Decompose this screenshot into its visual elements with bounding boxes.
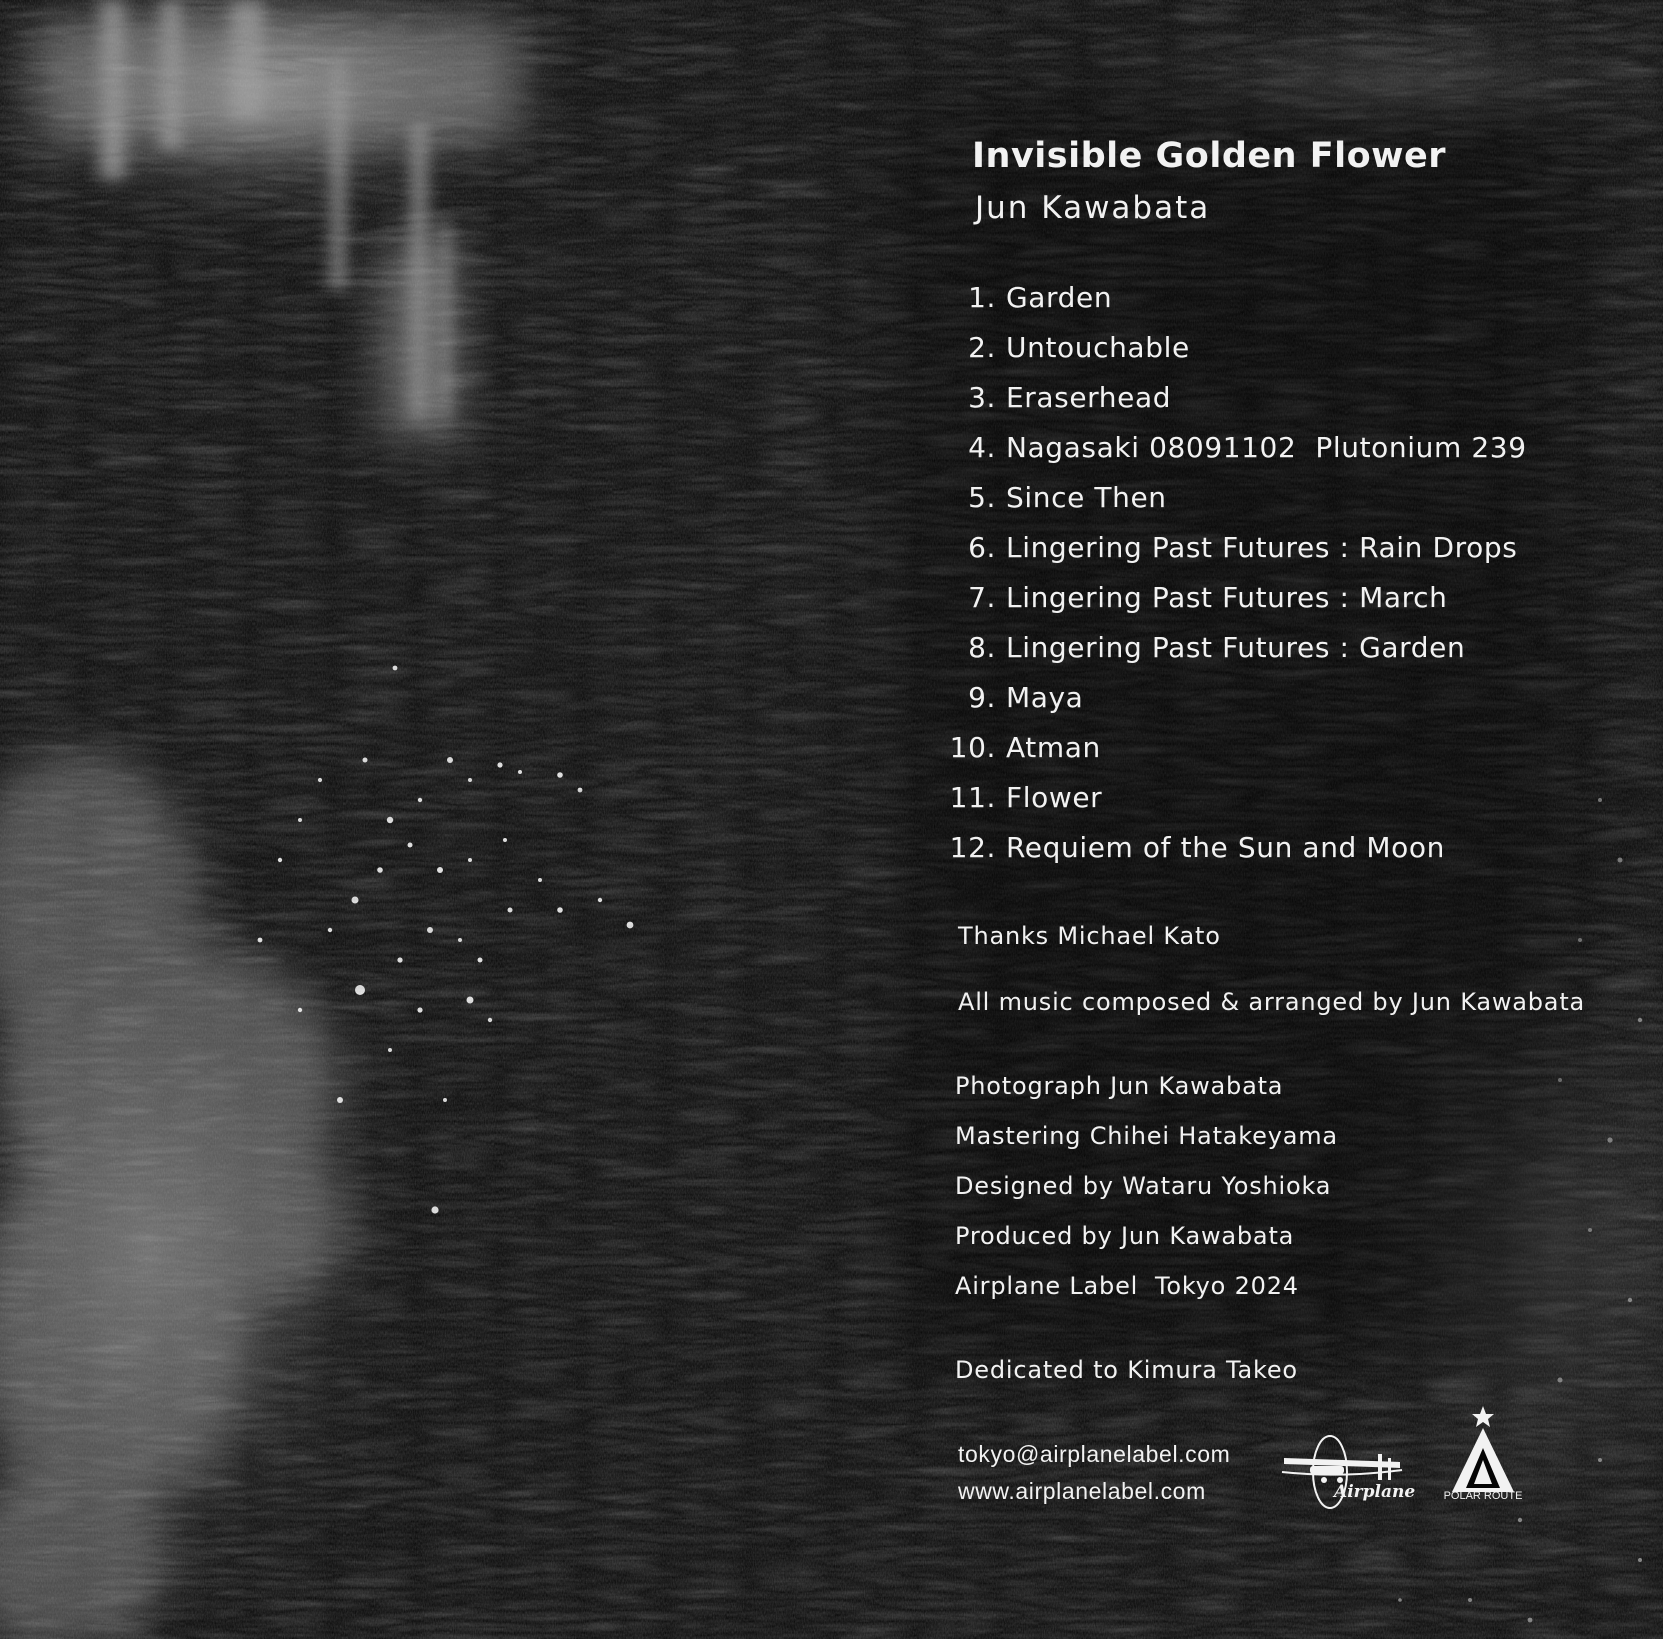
artist-name: Jun Kawabata — [975, 190, 1211, 226]
track-number: 11. — [949, 781, 996, 814]
track-number: 9. — [968, 681, 996, 714]
track-item — [948, 623, 1527, 673]
label-credit: Airplane Label Tokyo 2024 — [955, 1272, 1299, 1300]
track-number: 12. — [949, 831, 996, 864]
polar-route-logo-icon — [1438, 1404, 1528, 1494]
track-number: 8. — [968, 631, 996, 664]
track-title: Eraserhead — [1006, 381, 1172, 414]
track-number: 3. — [968, 381, 996, 414]
dedication: Dedicated to Kimura Takeo — [955, 1356, 1298, 1384]
track-title: Nagasaki 08091102 Plutonium 239 — [1006, 431, 1527, 464]
producer-credit: Produced by Jun Kawabata — [955, 1222, 1295, 1250]
track-item — [948, 573, 1527, 623]
track-number: 10. — [949, 731, 996, 764]
track-title: Garden — [1006, 281, 1113, 314]
thanks-credit: Thanks Michael Kato — [958, 922, 1221, 950]
track-item — [948, 723, 1527, 773]
contact-email[interactable]: tokyo@airplanelabel.com — [958, 1441, 1231, 1467]
composer-credit: All music composed & arranged by Jun Kawabata — [958, 988, 1586, 1016]
airplane-logo — [1280, 1432, 1416, 1512]
track-item — [948, 273, 1527, 323]
track-title: Lingering Past Futures : Garden — [1006, 631, 1466, 664]
track-item — [948, 523, 1527, 573]
polar-route-logo — [1438, 1404, 1528, 1514]
track-title: Atman — [1006, 731, 1101, 764]
track-title: Since Then — [1006, 481, 1167, 514]
designer-credit: Designed by Wataru Yoshioka — [955, 1172, 1332, 1200]
track-list — [948, 273, 1527, 873]
track-title: Lingering Past Futures : Rain Drops — [1006, 531, 1518, 564]
contact-website[interactable]: www.airplanelabel.com — [958, 1478, 1206, 1504]
airplane-logo-text: Airplane — [1334, 1482, 1416, 1502]
track-number: 4. — [968, 431, 996, 464]
track-item — [948, 373, 1527, 423]
track-number: 6. — [968, 531, 996, 564]
track-title: Maya — [1006, 681, 1084, 714]
photograph-credit: Photograph Jun Kawabata — [955, 1072, 1284, 1100]
track-number: 7. — [968, 581, 996, 614]
track-item — [948, 773, 1527, 823]
track-item — [948, 673, 1527, 723]
track-item — [948, 823, 1527, 873]
album-title: Invisible Golden Flower — [972, 136, 1447, 176]
track-number: 2. — [968, 331, 996, 364]
track-title: Requiem of the Sun and Moon — [1006, 831, 1445, 864]
track-title: Flower — [1006, 781, 1103, 814]
mastering-credit: Mastering Chihei Hatakeyama — [955, 1122, 1338, 1150]
track-item — [948, 323, 1527, 373]
track-number: 5. — [968, 481, 996, 514]
track-title: Untouchable — [1006, 331, 1190, 364]
track-title: Lingering Past Futures : March — [1006, 581, 1448, 614]
track-item — [948, 423, 1527, 473]
polar-route-logo-text: POLAR ROUTE — [1443, 1490, 1523, 1502]
track-number: 1. — [968, 281, 996, 314]
track-item — [948, 473, 1527, 523]
